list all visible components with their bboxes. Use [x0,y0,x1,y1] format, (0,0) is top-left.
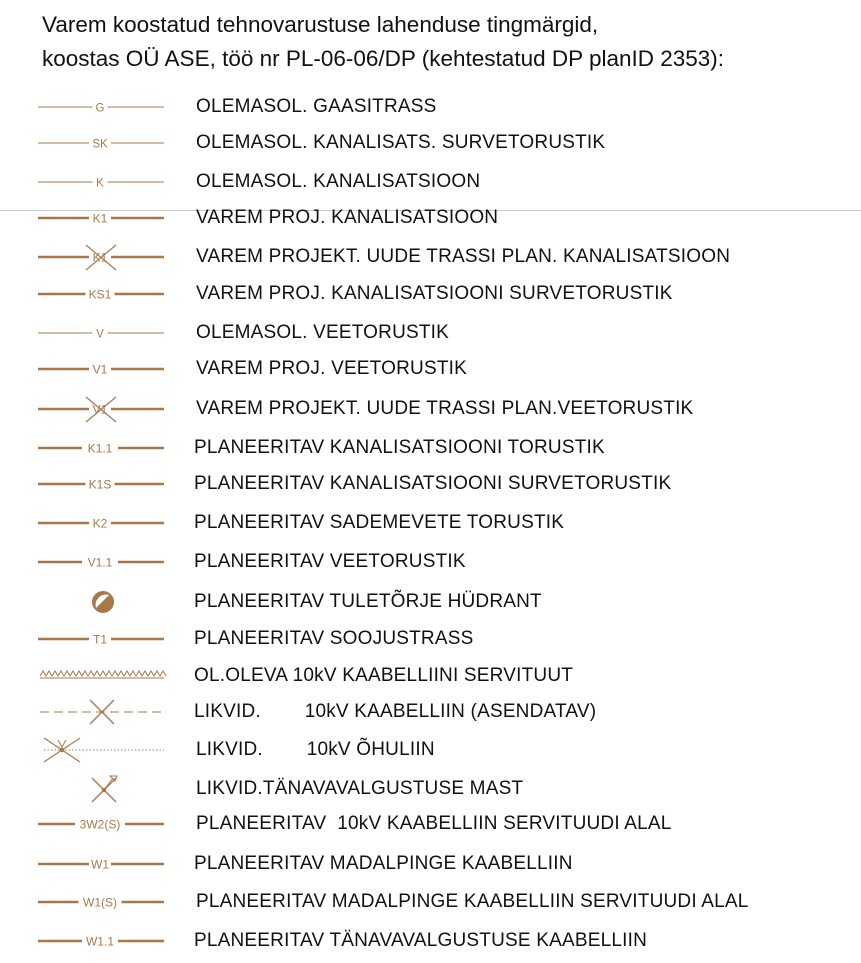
symbol-code-text: W1 [91,857,109,872]
legend-item [0,466,861,502]
legend-item [0,89,861,125]
legend-item [0,658,861,694]
legend-item-label: OL.OLEVA 10kV KAABELLIINI SERVITUUT [194,665,574,686]
legend-symbol [36,433,168,463]
legend-symbol [36,242,168,272]
legend-item [0,923,861,959]
legend-item [0,806,861,842]
legend-item [0,315,861,351]
symbol-code-text: G [95,102,105,115]
legend-symbol [36,318,168,348]
legend-item [0,544,861,580]
legend-item-label: PLANEERITAV SADEMEVETE TORUSTIK [194,512,565,533]
symbol-code-text: K1S [88,477,112,492]
legend-symbol [36,469,168,499]
legend-item-label: OLEMASOL. KANALISATS. SURVETORUSTIK [196,132,606,153]
symbol-code-text: W1.1 [85,934,115,949]
symbol-code-text: W1(S) [83,895,117,910]
legend-item-label: VAREM PROJ. KANALISATSIOON [196,207,499,228]
legend-item-label: LIKVID.TÄNAVAVALGUSTUSE MAST [196,778,524,799]
legend-item-label: PLANEERITAV KANALISATSIOONI SURVETORUSTIK [194,473,672,494]
legend-symbol [36,203,168,233]
legend-item [0,584,861,620]
symbol-code-text: K1.1 [87,441,113,456]
symbol-code-text: K2 [92,516,108,531]
legend-item-label: LIKVID. 10kV ÕHULIIN [196,739,435,760]
legend-item [0,351,861,387]
legend-item-label: VAREM PROJEKT. UUDE TRASSI PLAN. KANALISATSIOON [196,246,731,267]
symbol-code-text: V1 [92,362,108,377]
legend-symbol [36,887,168,917]
symbol-code-text: K [96,177,104,190]
legend-item [0,694,861,730]
symbol-code-text: K1 [92,211,108,226]
legend-item-label: VAREM PROJ. VEETORUSTIK [196,358,467,379]
legend-symbol [36,547,168,577]
legend-item [0,200,861,236]
symbol-code-text: SK [92,138,108,151]
legend-symbol [36,354,168,384]
legend-symbol [36,508,168,538]
symbol-code-text: T1 [92,632,108,647]
symbol-code-text: KS1 [88,287,112,302]
symbol-code-text: V [96,328,104,341]
legend-item [0,771,861,807]
legend-item-label: OLEMASOL. KANALISATSIOON [196,171,481,192]
legend-symbol [36,128,168,158]
legend-item-label: LIKVID. 10kV KAABELLIIN (ASENDATAV) [194,701,597,722]
symbol-code-text: K1 [92,250,108,265]
symbol-code-text: 3W2(S) [79,817,121,832]
legend-symbol [36,279,168,309]
legend-item-label: PLANEERITAV MADALPINGE KAABELLIIN [194,853,573,874]
legend-item [0,164,861,200]
legend-item [0,239,861,275]
legend-item-label: PLANEERITAV 10kV KAABELLIIN SERVITUUDI ALAL [196,813,672,834]
legend-item-label: PLANEERITAV SOOJUSTRASS [194,628,474,649]
legend-item-label: OLEMASOL. VEETORUSTIK [196,322,450,343]
symbol-code-text: V1 [92,402,108,417]
legend-item-label: PLANEERITAV MADALPINGE KAABELLIIN SERVITUUDI ALAL [196,891,749,912]
legend-symbol [36,624,168,654]
legend-item-label: VAREM PROJ. KANALISATSIOONI SURVETORUSTIK [196,283,673,304]
legend-title-line-2: koostas OÜ ASE, töö nr PL-06-06/DP (kehtestatud DP planID 2353): [42,46,725,71]
symbol-code-text: V1.1 [87,555,113,570]
hydrant-icon [36,587,168,617]
legend-item-label: PLANEERITAV KANALISATSIOONI TORUSTIK [194,437,605,458]
legend-item [0,884,861,920]
legend-symbol [36,661,168,691]
legend-item [0,125,861,161]
legend-item-label: VAREM PROJEKT. UUDE TRASSI PLAN.VEETORUSTIK [196,398,694,419]
legend-title-line-1: Varem koostatud tehnovarustuse lahenduse tingmärgid, [42,12,599,37]
legend-item-label: PLANEERITAV VEETORUSTIK [194,551,466,572]
legend-item [0,846,861,882]
legend-item [0,276,861,312]
legend-item [0,430,861,466]
legend-item-label: OLEMASOL. GAASITRASS [196,96,437,117]
legend-symbol [36,735,168,765]
legend-item [0,732,861,768]
legend-symbol [36,394,168,424]
legend-item-label: PLANEERITAV TULETÕRJE HÜDRANT [194,591,542,612]
legend-symbol [36,849,168,879]
legend-item [0,391,861,427]
legend-symbol [36,92,168,122]
legend-symbol [36,809,168,839]
legend-item [0,621,861,657]
legend-symbol [36,167,168,197]
legend-item [0,505,861,541]
street-lamp-icon [36,774,168,804]
legend-symbol [36,697,168,727]
legend-symbol [36,926,168,956]
legend-item-label: PLANEERITAV TÄNAVAVALGUSTUSE KAABELLIIN [194,930,648,951]
